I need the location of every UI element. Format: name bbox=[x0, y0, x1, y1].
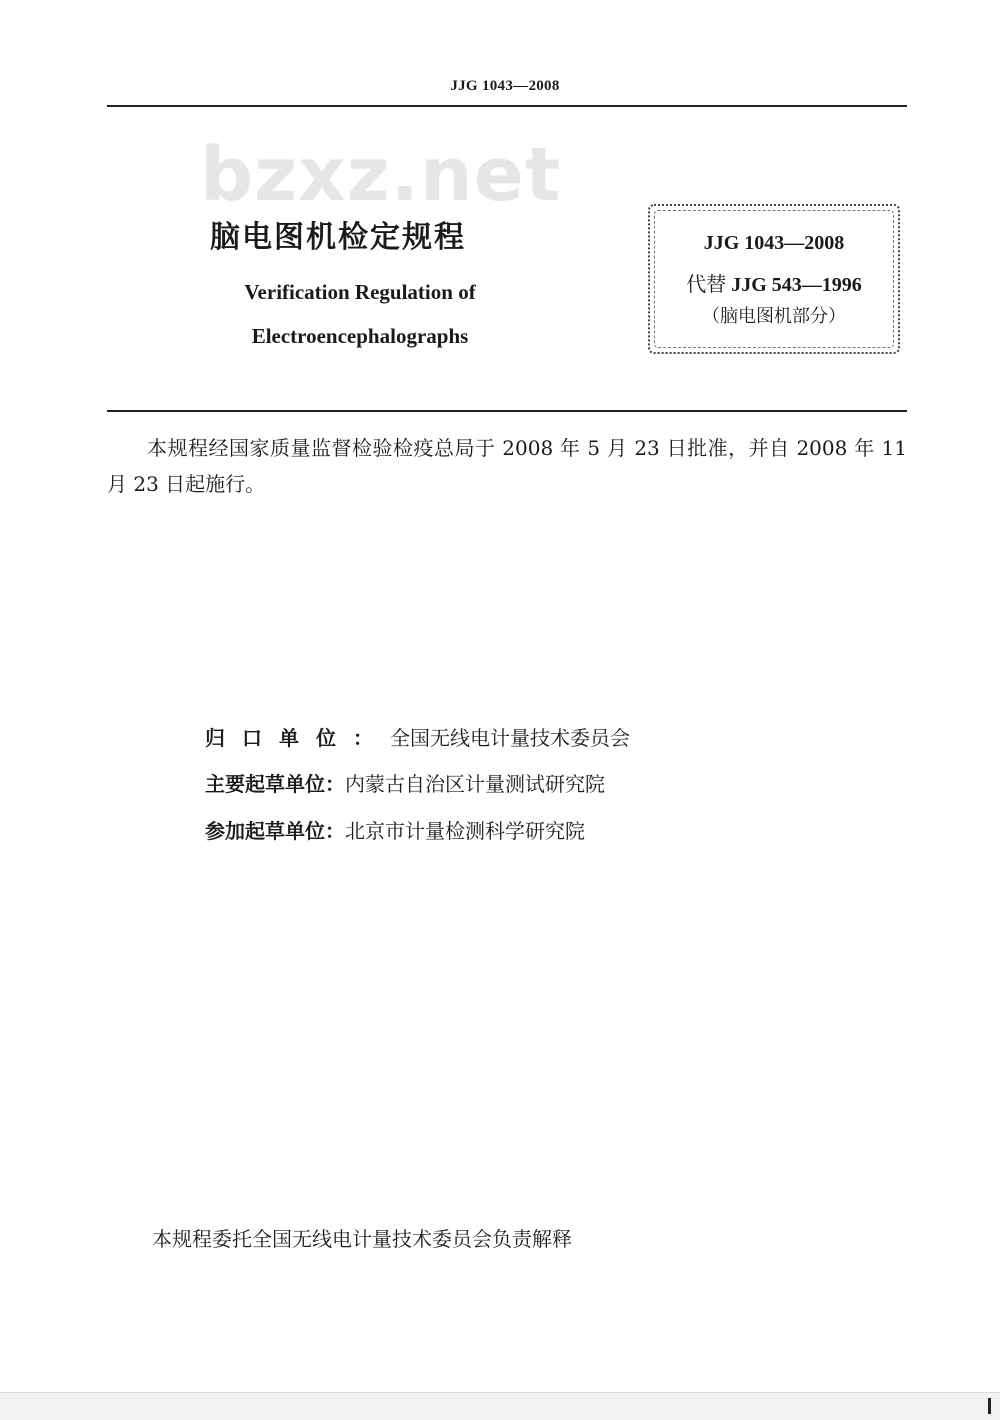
participating-drafting-unit-row bbox=[205, 815, 585, 844]
code-box-replaces bbox=[650, 268, 898, 297]
approval-statement: 本规程经国家质量监督检验检疫总局于 2008 年 5 月 23 日批准，并自 2008 年 11 月 23 日起施行。 bbox=[107, 436, 907, 496]
main-drafting-unit-label: 主要起草单位： bbox=[205, 772, 345, 796]
participating-drafting-unit-value: 北京市计量检测科学研究院 bbox=[345, 819, 585, 843]
middle-divider bbox=[107, 410, 907, 412]
top-divider bbox=[107, 105, 907, 107]
main-drafting-unit-row bbox=[205, 768, 605, 797]
replaces-code: JJG 543—1996 bbox=[731, 274, 862, 296]
title-english-line2: Electroencephalographs bbox=[251, 324, 469, 348]
responsible-unit-label: 归口单位： bbox=[205, 726, 390, 750]
page-bottom-edge bbox=[0, 1392, 1000, 1420]
standard-code-box bbox=[648, 204, 900, 354]
title-chinese: 脑电图机检定规程 bbox=[210, 220, 466, 255]
responsible-unit-value: 全国无线电计量技术委员会 bbox=[390, 726, 630, 750]
main-drafting-unit-value: 内蒙古自治区计量测试研究院 bbox=[345, 772, 605, 796]
interpretation-note: 本规程委托全国无线电计量技术委员会负责解释 bbox=[152, 1227, 572, 1251]
running-header-code: JJG 1043—2008 bbox=[450, 78, 560, 94]
title-english-line1: Verification Regulation of bbox=[244, 280, 476, 304]
participating-drafting-unit-label: 参加起草单位： bbox=[205, 819, 345, 843]
code-box-standard-number: JJG 1043—2008 bbox=[703, 232, 845, 254]
watermark: bzxz.net bbox=[200, 132, 562, 218]
replaces-prefix: 代替 bbox=[686, 274, 727, 296]
code-box-scope-note: （脑电图机部分） bbox=[702, 306, 846, 327]
responsible-unit-row bbox=[205, 722, 630, 751]
edge-mark bbox=[988, 1398, 991, 1414]
